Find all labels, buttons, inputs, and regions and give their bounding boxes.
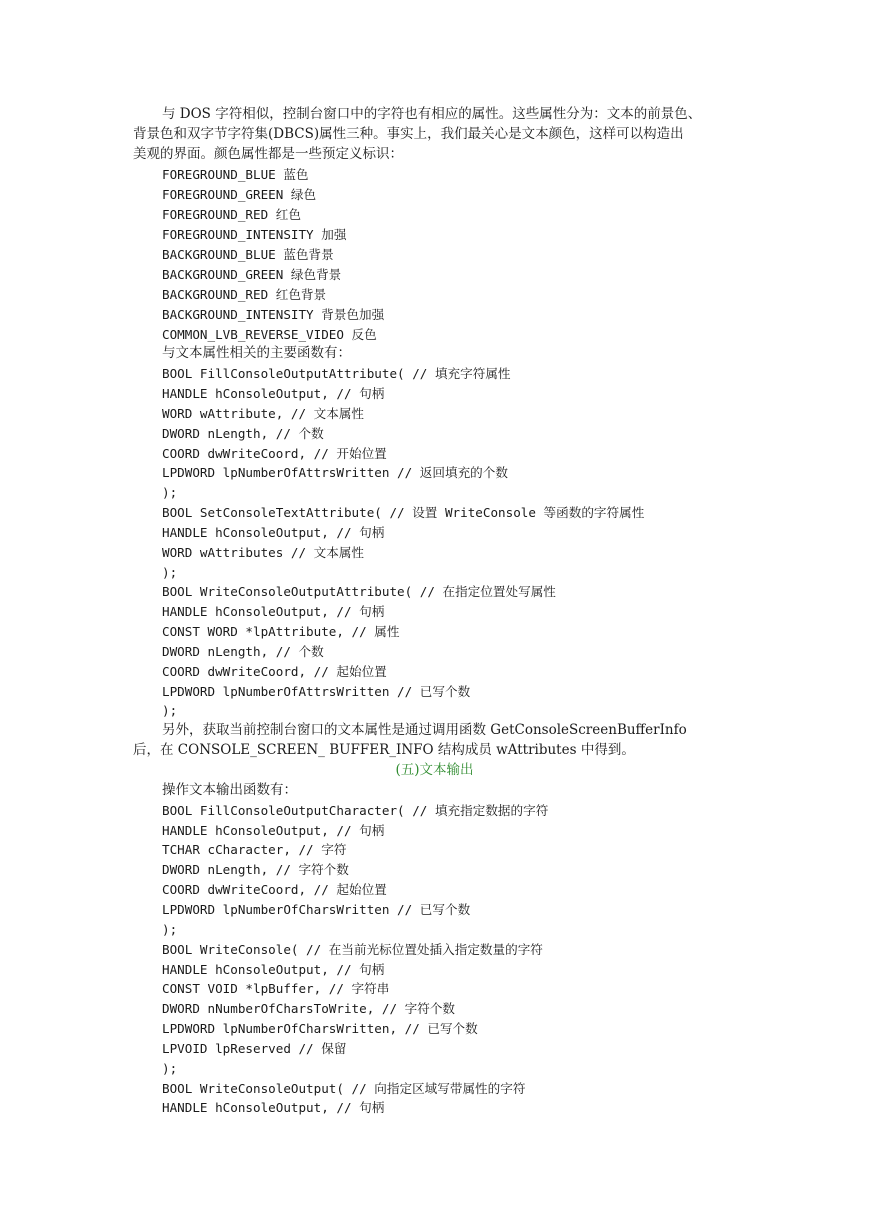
code-line: BOOL FillConsoleOutputCharacter( // 填充指定数据的字符 [162,803,549,818]
code-line: BOOL WriteConsoleOutputAttribute( // 在指定位置处写属性 [162,584,556,599]
code-line: BOOL WriteConsole( // 在当前光标位置处插入指定数量的字符 [162,942,543,957]
code-line: HANDLE hConsoleOutput, // 句柄 [162,962,385,977]
code-line: ); [162,922,178,937]
functions-intro: 与文本属性相关的主要函数有： [162,345,351,361]
code-line: ); [162,565,178,580]
code-line: LPDWORD lpNumberOfCharsWritten // 已写个数 [162,902,471,917]
code-line: HANDLE hConsoleOutput, // 句柄 [162,1100,385,1115]
code-line: DWORD nLength, // 个数 [162,644,324,659]
intro-line: 与 DOS 字符相似，控制台窗口中的字符也有相应的属性。这些属性分为：文本的前景色、 [162,106,702,122]
code-line: ); [162,1061,178,1076]
code-line: HANDLE hConsoleOutput, // 句柄 [162,525,385,540]
code-line: LPDWORD lpNumberOfCharsWritten, // 已写个数 [162,1021,478,1036]
code-line: TCHAR cCharacter, // 字符 [162,842,347,857]
code-line: DWORD nLength, // 个数 [162,426,324,441]
output-intro: 操作文本输出函数有： [162,782,297,798]
code-line: ); [162,485,178,500]
attr-item: FOREGROUND_BLUE 蓝色 [162,167,309,182]
code-line: LPVOID lpReserved // 保留 [162,1041,347,1056]
attr-item: COMMON_LVB_REVERSE_VIDEO 反色 [162,327,377,342]
code-line: WORD wAttribute, // 文本属性 [162,406,365,421]
code-line: HANDLE hConsoleOutput, // 句柄 [162,604,385,619]
code-line: DWORD nNumberOfCharsToWrite, // 字符个数 [162,1001,456,1016]
code-line: COORD dwWriteCoord, // 开始位置 [162,446,387,461]
attr-item: BACKGROUND_RED 红色背景 [162,287,327,302]
attr-item: FOREGROUND_INTENSITY 加强 [162,227,347,242]
code-line: HANDLE hConsoleOutput, // 句柄 [162,823,385,838]
attr-item: FOREGROUND_RED 红色 [162,207,301,222]
code-line: COORD dwWriteCoord, // 起始位置 [162,664,387,679]
code-line: DWORD nLength, // 字符个数 [162,862,349,877]
attr-item: BACKGROUND_INTENSITY 背景色加强 [162,307,385,322]
code-line: BOOL WriteConsoleOutput( // 向指定区域写带属性的字符 [162,1081,526,1096]
code-line: HANDLE hConsoleOutput, // 句柄 [162,386,385,401]
section-heading: (五)文本输出 [395,762,474,778]
attr-item: BACKGROUND_BLUE 蓝色背景 [162,247,334,262]
note-line: 另外，获取当前控制台窗口的文本属性是通过调用函数 GetConsoleScreenBufferInfo [162,722,687,738]
intro-line: 美观的界面。颜色属性都是一些预定义标识： [133,146,403,162]
code-line: CONST VOID *lpBuffer, // 字符串 [162,981,390,996]
code-line: WORD wAttributes // 文本属性 [162,545,365,560]
code-line: BOOL FillConsoleOutputAttribute( // 填充字符属性 [162,366,511,381]
attr-item: BACKGROUND_GREEN 绿色背景 [162,267,342,282]
code-line: COORD dwWriteCoord, // 起始位置 [162,882,387,897]
code-line: LPDWORD lpNumberOfAttrsWritten // 已写个数 [162,684,471,699]
intro-line: 背景色和双字节字符集(DBCS)属性三种。事实上，我们最关心是文本颜色，这样可以构造出 [133,126,684,142]
note-line: 后，在 CONSOLE_SCREEN_ BUFFER_INFO 结构成员 wAttributes 中得到。 [133,742,635,758]
attr-item: FOREGROUND_GREEN 绿色 [162,187,317,202]
code-line: ); [162,703,178,718]
code-line: CONST WORD *lpAttribute, // 属性 [162,624,400,639]
code-line: LPDWORD lpNumberOfAttrsWritten // 返回填充的个数 [162,465,508,480]
code-line: BOOL SetConsoleTextAttribute( // 设置 WriteConsole 等函数的字符属性 [162,505,645,520]
